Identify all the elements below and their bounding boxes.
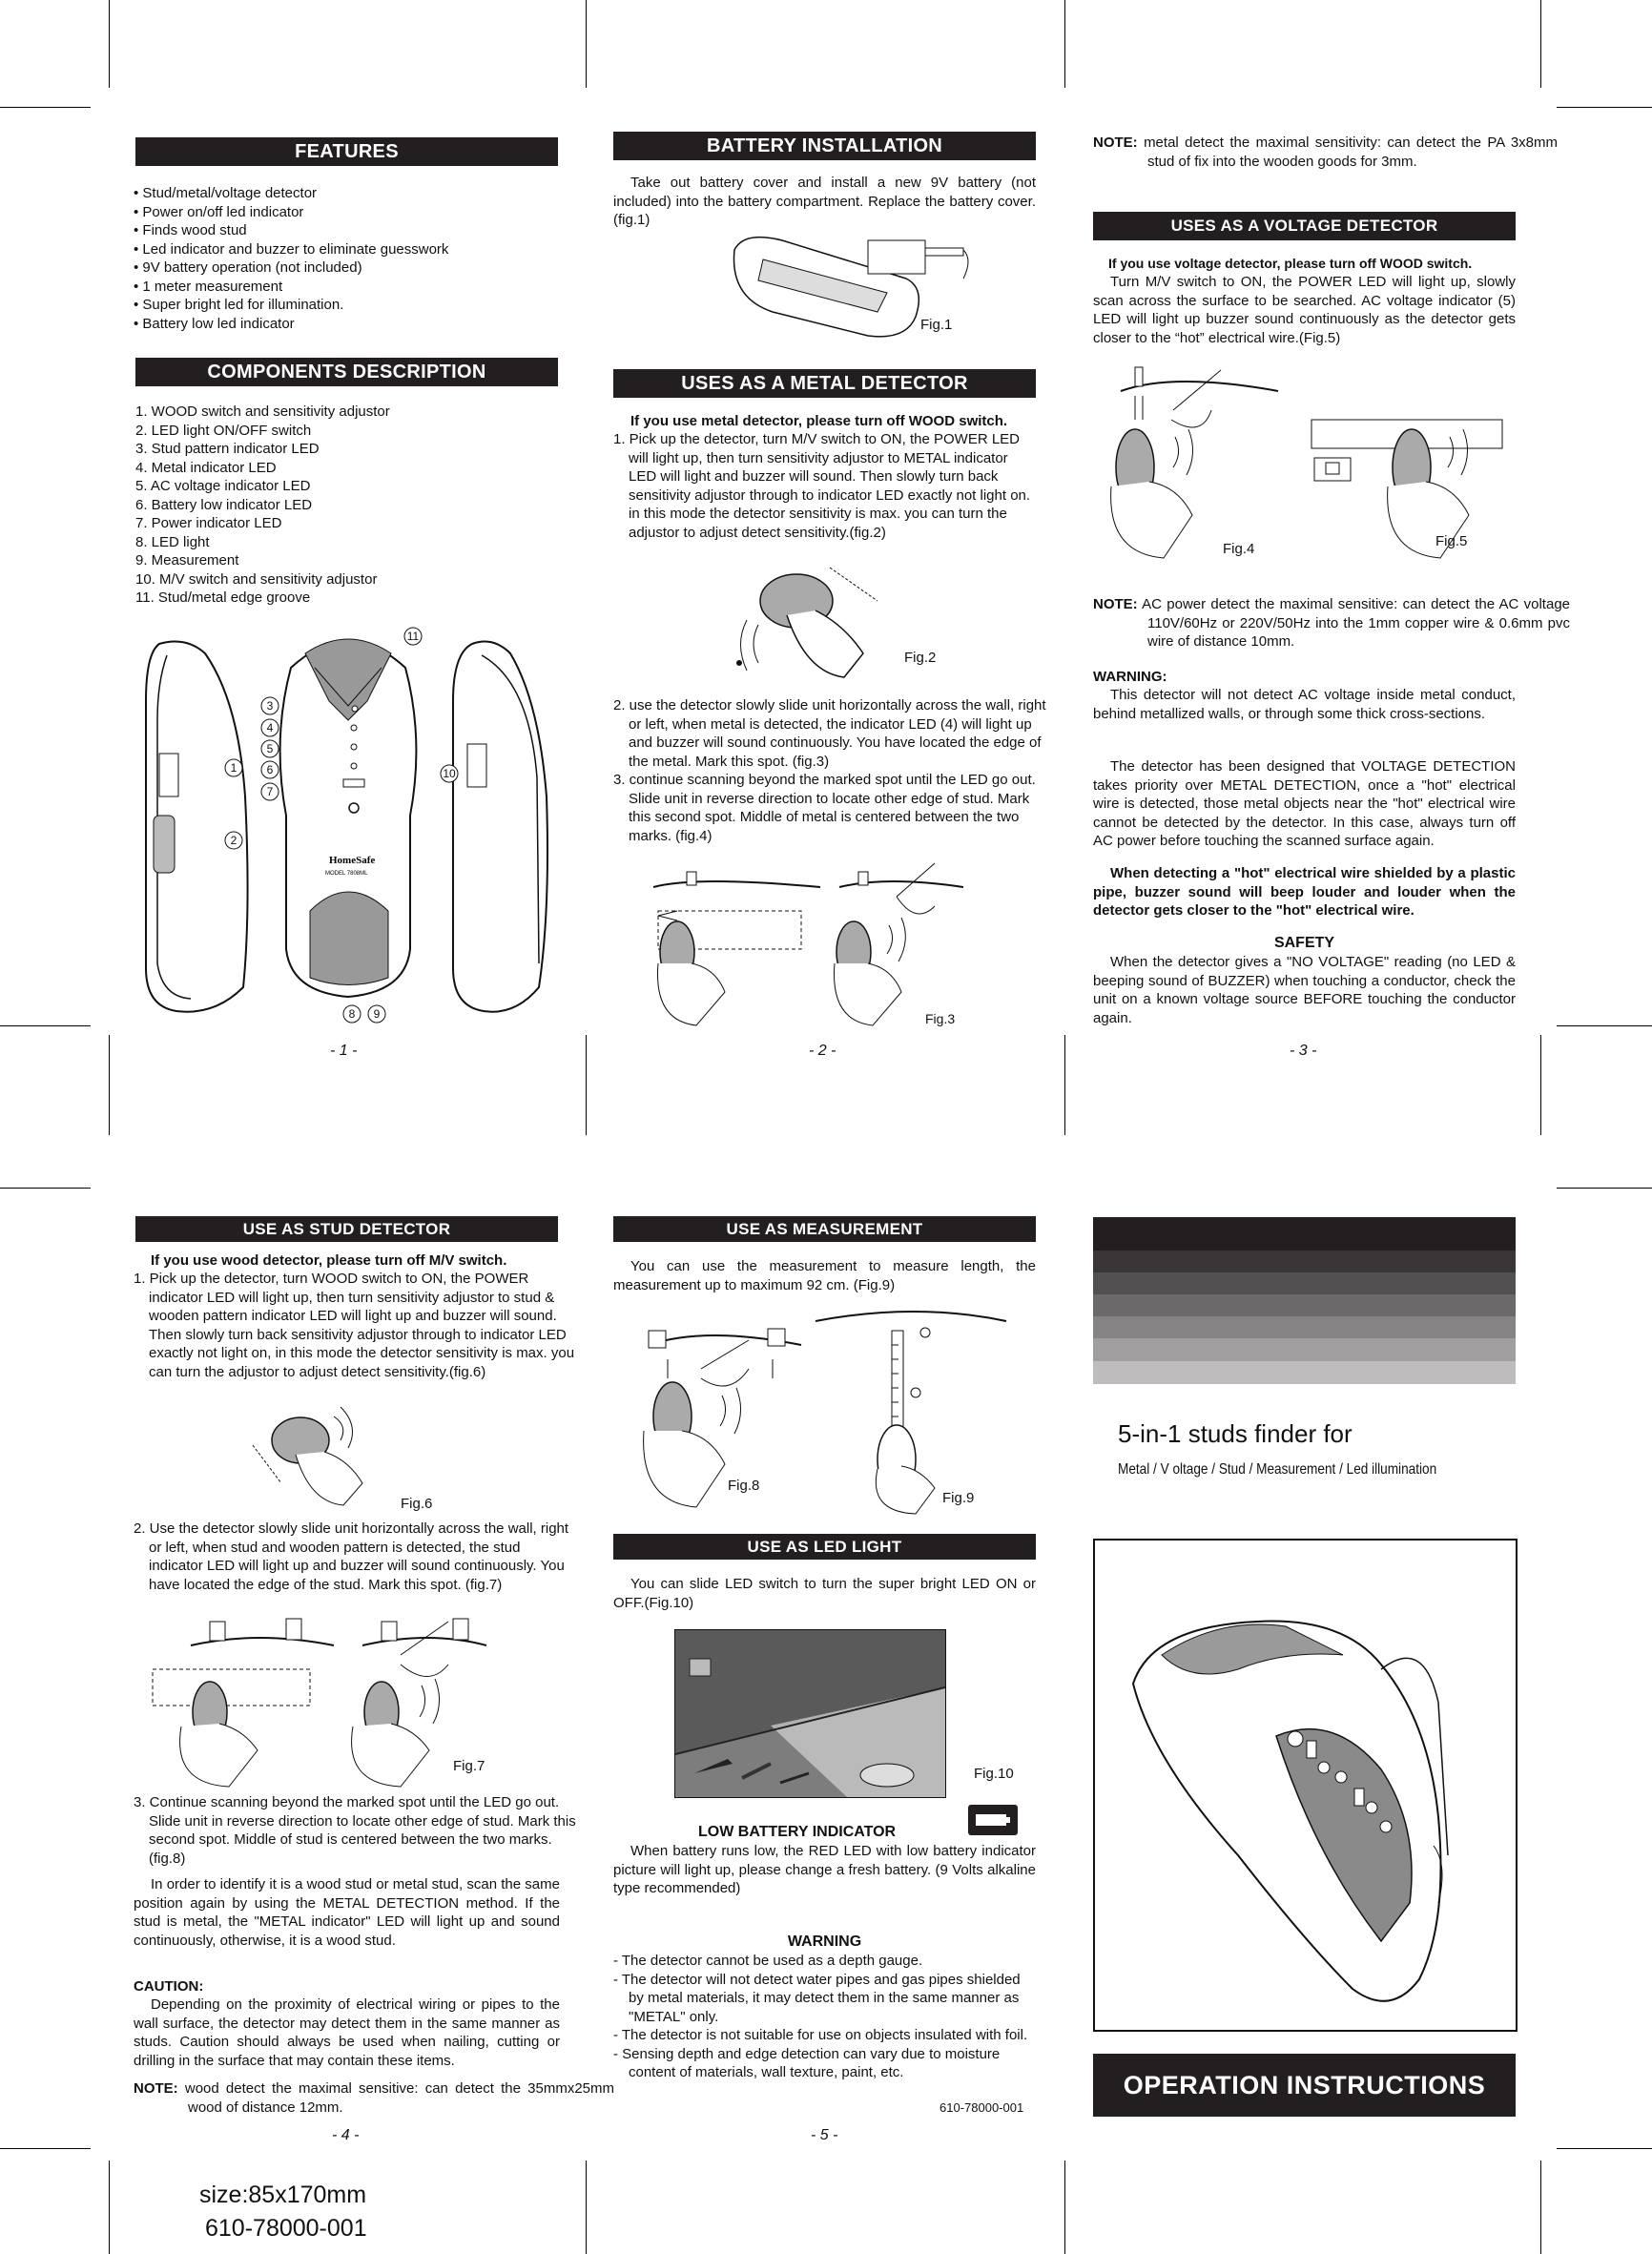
- cover-gradient-bands: [1093, 1217, 1516, 1384]
- features-list: [134, 184, 563, 333]
- features-header: FEATURES: [135, 137, 558, 166]
- led-light-text: You can slide LED switch to turn the super bright LED ON or OFF.(Fig.10): [613, 1576, 1036, 1611]
- callout-1: 1: [230, 761, 237, 775]
- feature-item: • Stud/metal/voltage detector: [134, 185, 318, 201]
- components-header: COMPONENTS DESCRIPTION: [135, 358, 558, 386]
- print-code: 610-78000-001: [205, 2215, 367, 2242]
- warning-item: - The detector will not detect water pipes and gas pipes shielded by metal materials, it may detect them in the same manner as "METAL" only.: [613, 1971, 1021, 2025]
- component-item: 3. Stud pattern indicator LED: [135, 441, 320, 457]
- page-number: - 5 -: [811, 2127, 838, 2143]
- cover-gradient-band: [1093, 1217, 1516, 1251]
- feature-item: • Finds wood stud: [134, 222, 247, 238]
- callout-2: 2: [230, 834, 237, 847]
- fig7-label: Fig.7: [453, 1758, 485, 1774]
- feature-item: • 1 meter measurement: [134, 278, 283, 295]
- feature-item: • 9V battery operation (not included): [134, 259, 362, 276]
- fig1-label: Fig.1: [920, 317, 953, 333]
- page-number: - 4 -: [332, 2127, 360, 2143]
- fig2-illustration: [720, 558, 892, 682]
- caution-text: Depending on the proximity of electrical wiring or pipes to the wall surface, the detector may detect them in the same manner as studs. Caution should always be used when nailing, cutting or drilling in the surface that may contain these items.: [134, 1996, 560, 2069]
- stud-header: USE AS STUD DETECTOR: [135, 1216, 558, 1242]
- feature-item: • Battery low led indicator: [134, 315, 295, 332]
- components-diagram: [138, 625, 558, 1025]
- metal-lead: If you use metal detector, please turn off WOOD switch.: [630, 413, 1008, 429]
- component-item: 5. AC voltage indicator LED: [135, 478, 311, 494]
- cover-gradient-band: [1093, 1338, 1516, 1361]
- low-battery-text: When battery runs low, the RED LED with low battery indicator picture will light up, please change a fresh battery. (9 Volts alkaline type recommended): [613, 1843, 1036, 1896]
- metal-header: USES AS A METAL DETECTOR: [613, 369, 1036, 398]
- stud-step-3: 3. Continue scanning beyond the marked spot until the LED go out. Slide unit in reverse direction to locate other edge of stud. Mark this second spot. Middle of stud is centered between the two marks. (fig.8): [134, 1794, 576, 1867]
- fig8-label: Fig.8: [728, 1478, 760, 1494]
- warning-text: This detector will not detect AC voltage inside metal conduct, behind metallized walls, or through some thick cross-sections.: [1093, 687, 1516, 722]
- components-list: [135, 403, 565, 608]
- warning-title: WARNING: [787, 1933, 862, 1950]
- warning-item: - The detector is not suitable for use on objects insulated with foil.: [613, 2027, 1028, 2043]
- cover-title: 5-in-1 studs finder for: [1118, 1419, 1353, 1448]
- component-item: 8. LED light: [135, 533, 210, 550]
- callout-3: 3: [266, 699, 274, 713]
- fig6-label: Fig.6: [401, 1496, 433, 1512]
- fig5-label: Fig.5: [1435, 533, 1468, 549]
- callout-4: 4: [266, 721, 274, 734]
- model-label: MODEL 7808ML: [325, 871, 368, 877]
- warning-list: [613, 1952, 1036, 2082]
- note-label: NOTE:: [1093, 596, 1138, 612]
- safety-title: SAFETY: [1273, 935, 1335, 951]
- callout-7: 7: [266, 785, 274, 798]
- measurement-header: USE AS MEASUREMENT: [613, 1216, 1036, 1242]
- warning-item: - Sensing depth and edge detection can vary due to moisture content of materials, wall texture, paint, etc.: [613, 2045, 1001, 2080]
- note-ac-sensitivity: [1093, 595, 1570, 651]
- voltage-text: Turn M/V switch to ON, the POWER LED will light up, slowly scan across the surface to be searched. AC voltage indicator (5) LED will light up buzzer sound continuously as the detector gets closer to the “hot” electrical wire.(Fig.5): [1093, 274, 1516, 346]
- note-wood-sensitivity: [134, 2079, 614, 2117]
- measurement-text: You can use the measurement to measure length, the measurement up to maximum 92 cm. (Fig.9): [613, 1258, 1036, 1293]
- fig9-label: Fig.9: [942, 1490, 975, 1506]
- led-light-header: USE AS LED LIGHT: [613, 1534, 1036, 1560]
- voltage-header: USES AS A VOLTAGE DETECTOR: [1093, 212, 1516, 240]
- callout-11: 11: [406, 630, 420, 643]
- cover-gradient-band: [1093, 1294, 1516, 1316]
- callout-6: 6: [266, 763, 274, 776]
- metal-step-2: 2. use the detector slowly slide unit horizontally across the wall, right or left, when metal is detected, the indicator LED (4) will light up and buzzer will sound continuously. You have located the edge of the metal. Mark this spot. (fig.3): [613, 697, 1046, 770]
- feature-item: • Super bright led for illumination.: [134, 297, 344, 313]
- safety-text: When the detector gives a "NO VOLTAGE" reading (no LED & beeping sound of BUZZER) when touching a conductor, check the unit on a known voltage source BEFORE touching the conductor again.: [1093, 954, 1516, 1026]
- page-number: - 1 -: [330, 1043, 358, 1059]
- fig6-illustration: [243, 1402, 386, 1507]
- callout-9: 9: [373, 1007, 381, 1021]
- warning-item: - The detector cannot be used as a depth gauge.: [613, 1953, 923, 1969]
- note-text: AC power detect the maximal sensitive: can detect the AC voltage 110V/60Hz or 220V/50Hz into the 1mm copper wire & 0.6mm pvc wire of distance 10mm.: [1142, 596, 1571, 650]
- component-item: 9. Measurement: [135, 552, 239, 569]
- fig10-photo: [674, 1629, 946, 1798]
- note-label: NOTE:: [134, 2080, 178, 2097]
- brand-label: HomeSafe: [329, 855, 376, 866]
- callout-8: 8: [348, 1007, 356, 1021]
- component-item: 4. Metal indicator LED: [135, 459, 277, 476]
- stud-lead: If you use wood detector, please turn off M/V switch.: [151, 1252, 507, 1269]
- stud-step-2: 2. Use the detector slowly slide unit horizontally across the wall, right or left, when stud and wooden pattern is detected, the stud indicator LED will light up and buzzer will sound continuously. You have located the edge of the stud. Mark this spot. (fig.7): [134, 1520, 569, 1593]
- page-number: - 2 -: [809, 1043, 836, 1059]
- feature-item: • Led indicator and buzzer to eliminate guesswork: [134, 240, 449, 258]
- fig3-illustration: [649, 858, 1049, 1030]
- component-item: 1. WOOD switch and sensitivity adjustor: [135, 403, 390, 420]
- feature-item: • Power on/off led indicator: [134, 203, 304, 220]
- component-item: 6. Battery low indicator LED: [135, 496, 313, 513]
- component-item: 11. Stud/metal edge groove: [135, 589, 311, 606]
- cover-gradient-band: [1093, 1272, 1516, 1294]
- warning-label: WARNING:: [1093, 669, 1167, 685]
- component-item: 10. M/V switch and sensitivity adjustor: [135, 570, 378, 588]
- callout-5: 5: [266, 742, 274, 755]
- print-size: size:85x170mm: [199, 2182, 367, 2208]
- cover-gradient-band: [1093, 1251, 1516, 1272]
- battery-header: BATTERY INSTALLATION: [613, 132, 1036, 160]
- voltage-lead: If you use voltage detector, please turn off WOOD switch.: [1108, 256, 1473, 271]
- note-text: wood detect the maximal sensitive: can detect the 35mmx25mm wood of distance 12mm.: [184, 2080, 614, 2116]
- cover-gradient-band: [1093, 1316, 1516, 1338]
- component-item: 2. LED light ON/OFF switch: [135, 422, 312, 439]
- battery-icon: [968, 1805, 1018, 1835]
- hot-wire-text: When detecting a "hot" electrical wire shielded by a plastic pipe, buzzer sound will beep louder and louder when the detector gets closer to the "hot" electrical wire.: [1093, 865, 1516, 919]
- operation-instructions-banner: OPERATION INSTRUCTIONS: [1093, 2054, 1516, 2117]
- cover-product-frame: [1093, 1539, 1518, 2032]
- fig2-label: Fig.2: [904, 650, 937, 666]
- fig4-label: Fig.4: [1223, 541, 1255, 557]
- note-metal-sensitivity: [1093, 134, 1558, 171]
- fig8-fig9-illustration: [630, 1302, 1030, 1517]
- low-battery-title: LOW BATTERY INDICATOR: [698, 1824, 897, 1840]
- battery-text: Take out battery cover and install a new 9V battery (not included) into the battery compartment. Replace the battery cover. (fig.1): [613, 175, 1036, 228]
- note-text: metal detect the maximal sensitivity: can detect the PA 3x8mm stud of fix into the wooden goods for 3mm.: [1144, 134, 1559, 170]
- stud-step-1: 1. Pick up the detector, turn WOOD switch to ON, the POWER indicator LED will light up, then turn sensitivity adjustor to stud & wooden pattern indicator LED will light up and buzzer will sound. Then slowly turn back sensitivity adjustor through to indicator LED exactly not light on, in this mode the detector sensitivity is max. you can turn the adjustor to adjust detect sensitivity.(fig.6): [134, 1271, 575, 1380]
- part-code: 610-78000-001: [940, 2100, 1024, 2115]
- component-item: 7. Power indicator LED: [135, 515, 282, 531]
- cover-subtitle: Metal / V oltage / Stud / Measurement / Led illumination: [1118, 1461, 1437, 1478]
- design-text: The detector has been designed that VOLTAGE DETECTION takes priority over METAL DETECTION, once a "hot" electrical wire is detected, those metal objects near the "hot" electrical wire cannot be detected by the detector. In this case, always turn off AC power before touching the scanned surface again.: [1093, 758, 1516, 849]
- page-number: - 3 -: [1290, 1043, 1317, 1059]
- note-label: NOTE:: [1093, 134, 1138, 151]
- caution-label: CAUTION:: [134, 1978, 204, 1995]
- callout-10: 10: [443, 767, 456, 780]
- identify-text: In order to identify it is a wood stud or metal stud, scan the same position again by using the METAL DETECTION method. If the stud is metal, the "METAL indicator" LED will light up and sound continuously, otherwise, it is a wood stud.: [134, 1876, 560, 1949]
- fig10-label: Fig.10: [974, 1766, 1014, 1782]
- metal-step-1: 1. Pick up the detector, turn M/V switch to ON, the POWER LED will light up, then turn sensitivity adjustor to METAL indicator LED will light and buzzer will sound. Then slowly turn back sensitivity adjustor through to indicator LED exactly not light on. in this mode the detector sensitivity is max. you can turn the adjustor to adjust detect sensitivity.(fig.2): [613, 431, 1031, 541]
- cover-gradient-band: [1093, 1361, 1516, 1384]
- fig3-label: Fig.3: [925, 1011, 956, 1026]
- metal-step-3: 3. continue scanning beyond the marked spot until the LED go out. Slide unit in reverse direction to locate other edge of stud. Mark this second spot. Middle of metal is centered between the two marks. (fig.4): [613, 772, 1036, 844]
